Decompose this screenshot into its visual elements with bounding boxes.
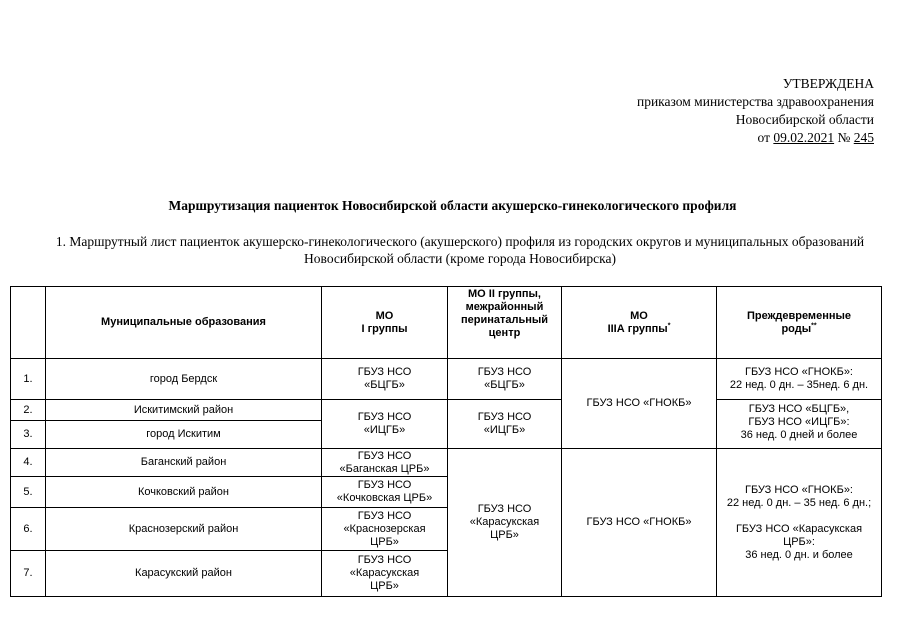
document-subtitle: 1. Маршрутный лист пациенток акушерско-гинекологического (акушерского) профиля из городских округов и муниципальных образований Новосибирской области (кроме города Новосибирска) [55,234,865,266]
approval-stamp [637,75,874,147]
cell-line: ГБУЗ НСО «ИЦГБ»: [748,416,850,428]
header-mo2-line: центр [488,327,521,339]
mo3-cell: ГБУЗ НСО «ГНОКБ» [562,359,717,449]
preterm-cell [717,449,882,597]
cell-line: ГБУЗ НСО [357,509,412,522]
cell-line: ЦРБ» [370,580,399,592]
document-title: Маршрутизация пациенток Новосибирской области акушерско-гинекологического профиля [168,198,737,213]
header-mo2-line: перинатальный [460,314,549,326]
table-row [11,400,882,421]
cell-line: ГБУЗ НСО [357,449,412,462]
approval-line-2: приказом министерства здравоохранения [636,94,874,109]
cell-line: «БЦГБ» [364,379,405,391]
header-row [11,287,882,359]
approval-number: 245 [853,130,874,145]
cell-line: «Баганская ЦРБ» [339,462,430,475]
mo1-cell [322,477,448,508]
header-num-cell [11,287,46,359]
mo2-cell [448,359,562,400]
cell-line: «БЦГБ» [484,379,525,391]
cell-line: ГБУЗ НСО [357,366,412,378]
cell-line: 36 нед. 0 дней и более [740,429,858,441]
mo1-cell [322,449,448,477]
footnote-mark: * [667,321,671,329]
cell-line: ЦРБ»: [783,535,815,548]
row-number: 2. [11,400,46,421]
cell-line: ГБУЗ НСО «ГНОКБ»: [744,366,853,378]
approval-date-prefix: от [757,130,770,145]
row-number: 1. [11,359,46,400]
mo1-cell [322,359,448,400]
mo3-cell: ГБУЗ НСО «ГНОКБ» [562,449,717,597]
header-mo2 [448,287,562,359]
row-municipality: город Бердск [46,359,322,400]
cell-line: ГБУЗ НСО [477,366,532,378]
cell-line: «Карасукская [469,516,540,528]
approval-line-1: УТВЕРЖДЕНА [782,76,874,91]
cell-line: ГБУЗ НСО «БЦГБ», [748,403,850,415]
row-municipality: город Искитим [46,421,322,449]
row-municipality: Искитимский район [46,400,322,421]
row-municipality: Баганский район [46,449,322,477]
mo2-cell [448,449,562,597]
row-municipality: Краснозерский район [46,508,322,551]
approval-date-line [637,129,874,147]
header-preterm-text: роды [781,322,812,335]
mo1-cell [322,400,448,449]
row-municipality: Кочковский район [46,477,322,508]
header-preterm-line [717,323,881,336]
row-number: 5. [11,477,46,508]
row-number: 4. [11,449,46,477]
header-mo1 [322,287,448,359]
cell-line: 36 нед. 0 дн. и более [745,548,853,561]
header-mo1-line: I группы [361,322,408,335]
preterm-cell [717,359,882,400]
cell-line: 22 нед. 0 дн. – 35нед. 6 дн. [729,379,869,391]
preterm-cell [717,400,882,449]
cell-line: 22 нед. 0 дн. – 35 нед. 6 дн.; [726,496,872,509]
cell-line: ГБУЗ НСО [477,503,532,515]
routing-table [10,286,882,597]
header-preterm-line: Преждевременные [746,309,851,322]
approval-number-sign: № [837,130,851,145]
cell-line: ГБУЗ НСО [477,411,532,423]
cell-line: «ИЦГБ» [483,424,526,436]
mo2-cell [448,400,562,449]
mo1-cell [322,551,448,597]
cell-line: «Краснозерская [343,522,426,535]
row-municipality: Карасукский район [46,551,322,597]
header-mo3 [562,287,717,359]
cell-line: «Карасукская [349,567,420,579]
cell-line: ГБУЗ НСО «Карасукская [735,522,863,535]
mo1-cell [322,508,448,551]
table-row [11,359,882,400]
table-row [11,449,882,477]
cell-line: ГБУЗ НСО [357,411,412,423]
header-mo2-line: МО II группы, [468,288,541,300]
cell-line: ГБУЗ НСО [357,479,412,491]
cell-line: «Кочковская ЦРБ» [336,492,433,504]
header-mo2-line: межрайонный [465,301,544,313]
approval-date: 09.02.2021 [773,130,835,145]
cell-line: ГБУЗ НСО «ГНОКБ»: [744,483,853,496]
header-mo3-line [562,323,716,336]
cell-line: ЦРБ» [370,535,399,548]
row-number: 3. [11,421,46,449]
header-municipal: Муниципальные образования [46,287,322,359]
row-number: 6. [11,508,46,551]
row-number: 7. [11,551,46,597]
cell-line: «ИЦГБ» [363,424,406,436]
cell-line: ГБУЗ НСО [357,554,412,566]
footnote-mark: ** [811,321,817,329]
approval-line-3: Новосибирской области [735,112,874,127]
cell-spacer [717,510,881,523]
header-mo3-line: МО [630,309,648,322]
cell-line: ЦРБ» [490,529,519,541]
header-mo1-line: МО [375,309,394,322]
header-mo3-text: IIIА группы [607,322,668,335]
header-preterm [717,287,882,359]
